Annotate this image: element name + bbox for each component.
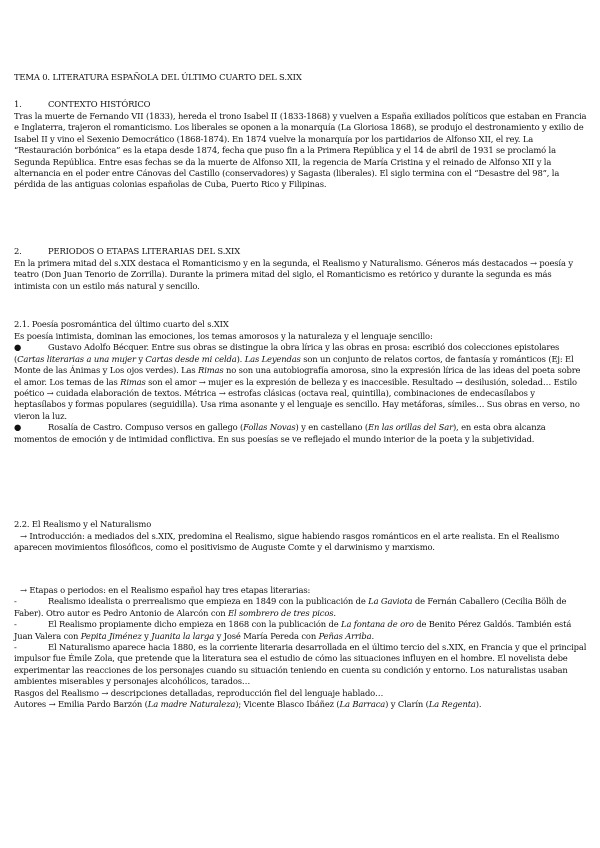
becquer-text: Gustavo Adolfo Bécquer. Entre sus obras se distingue la obra lírica y las obras en prosa: escribió dos colecciones epistolares ( [14, 342, 560, 364]
section-2-2-intro [14, 531, 588, 554]
becquer-text: no son una autobiografía amorosa, sino la expresión lírica de las ideas del poeta sobre el amor. Los temas de las [14, 365, 581, 387]
section-2-2-heading: 2.2. El Realismo y el Naturalismo [14, 519, 152, 529]
dash-marker: - [14, 642, 17, 653]
etapa-title: Juanita la larga [151, 630, 215, 641]
autores-line [14, 699, 588, 710]
etapas-text: → Etapas o periodos: en el Realismo español hay tres etapas literarias: [20, 585, 311, 595]
section-2-2-etapas [14, 585, 588, 710]
etapa-text: El Realismo propiamente dicho empieza en 1868 con la publicación de [48, 619, 342, 630]
becquer-item [14, 342, 588, 422]
etapa-text: Realismo idealista o prerrealismo que empieza en 1849 con la publicación de [48, 596, 369, 607]
castro-text: ) y en castellano ( [295, 422, 368, 433]
becquer-title: Rimas [120, 376, 146, 387]
etapa-text: . [333, 607, 336, 618]
becquer-text: son un conjunto de relatos cortos, de fantasía y románticos (Ej: El Monte de las Ánimas y Los ojos verdes). Las [14, 353, 574, 376]
section-1-body: Tras la muerte de Fernando VII (1833), hereda el trono Isabel II (1833-1868) y vuelven a España exiliados políticos que estaban en Francia e Inglaterra, trajeron el romanticismo. Los liberales se oponen a la monarquía (La Gloriosa 1868), se produjo el destronamiento y exilio de Isabel II y vino el Sexenio Democrático (1868-1874). En 1874 vuelve la monarquía por los partidarios de Alfonso XII, el rey. La “Restauración borbónica” es la etapa desde 1874, fecha que puso fin a la Primera República y el 14 de abril de 1931 se proclamó la Segunda República. Entre esas fechas se da la muerte de Alfonso XII, la regencia de María Cristina y el reinado de Alfonso XII y la alternancia en el poder entre Cánovas del Castillo (conservadores) y Sagasta (liberales). El siglo termina con el “Desastre del 98”, la pérdida de las antiguas colonias españolas de Cuba, Puerto Rico y Filipinas. [14, 111, 587, 190]
section-1-title: CONTEXTO HISTÓRICO [48, 99, 151, 109]
autores-text: ). [475, 699, 482, 710]
becquer-title: Cartas literarias a una mujer [17, 353, 136, 364]
becquer-text: son el amor → mujer es la expresión de belleza y es inaccesible. Resultado → desilusión, soledad… Estilo poético → cuidada elaboración de textos. Métrica → estrofas clásicas (octava real, quintilla), combinaciones de endecasílabos y heptasílabos y formas populares (seguidilla). Usa rima asonante y el lenguaje es sencillo. Hay metáforas, símiles… Sus obras en verso, no vieron la luz. [14, 376, 580, 421]
becquer-title: Cartas desde mi celda [145, 353, 237, 364]
etapa-text: y José María Pereda con [214, 630, 319, 641]
autores-title: La Barraca [339, 699, 386, 710]
becquer-title: Rimas [198, 365, 224, 376]
autores-title: La madre Naturaleza [147, 699, 236, 710]
section-2-1-intro: Es poesía intimista, dominan las emociones, los temas amorosos y la naturaleza y el lenguaje sencillo: [14, 331, 433, 341]
etapa-text: El Naturalismo aparece hacia 1880, es la corriente literaria desarrollada en el último tercio del s.XIX, en Francia y que el principal impulsor fue Émile Zola, que pretende que la literatura sea el estudio de cómo las situaciones influyen en el hombre. El novelista debe experimentar las reacciones de los personajes cuando su situación teniendo en cuenta su condición y entorno. Los naturalistas usaban ambientes miserables y personajes alcohólicos, tarados… [14, 642, 587, 687]
castro-text: ), en esta obra alcanza momentos de emoción y de intimidad conflictiva. En sus poesías se ve reflejado el mundo interior de la poeta y la subjetividad. [14, 422, 546, 444]
document-title: TEMA 0. LITERATURA ESPAÑOLA DEL ÚLTIMO CUARTO DEL S.XIX [14, 72, 302, 82]
etapa-title: Peñas Arriba [318, 630, 372, 641]
intro-text: → Introducción: a mediados del s.XIX, predomina el Realismo, sigue habiendo rasgos románticos en el arte realista. En el Realismo aparecen movimientos filosóficos, como el positivismo de Auguste Comte y el darwinismo y marxismo. [14, 531, 560, 553]
section-2-body: En la primera mitad del s.XIX destaca el Romanticismo y en la segunda, el Realismo y Naturalismo. Géneros más destacados → poesía y teatro (Don Juan Tenorio de Zorrilla). Durante la primera mitad del siglo, el Romanticismo es retórico y durante la segunda es más intimista con un estilo más natural y sencillo. [14, 258, 573, 291]
etapa-title: La fontana de oro [341, 619, 414, 630]
castro-text: Rosalía de Castro. Compuso versos en gallego ( [48, 422, 244, 433]
etapa-text: de Benito Pérez Galdós. También está Juan Valera con [14, 619, 572, 641]
becquer-text: y [135, 353, 146, 364]
etapa-text: de Fernán Caballero (Cecilia Bölh de Faber). Otro autor es Pedro Antonio de Alarcón con [14, 596, 567, 618]
becquer-title: Las Leyendas [244, 353, 301, 364]
becquer-text: ). [236, 353, 245, 364]
etapa-title: El sombrero de tres picos [228, 607, 334, 618]
etapa-1 [14, 596, 588, 619]
bullet-icon: ● [14, 422, 22, 433]
section-2-heading [14, 246, 588, 257]
etapa-title: La Gaviota [368, 596, 413, 607]
etapas-line [14, 585, 588, 596]
section-2-title: PERIODOS O ETAPAS LITERARIAS DEL S.XIX [48, 246, 241, 256]
castro-title: Follas Novas [243, 422, 296, 433]
dash-marker: - [14, 596, 17, 607]
section-2-1-heading: 2.1. Poesía posromántica del último cuarto del s.XIX [14, 319, 229, 329]
rasgos-line: Rasgos del Realismo → descripciones detalladas, reproducción fiel del lenguaje hablado… [14, 687, 384, 698]
section-2-1-content [14, 331, 588, 445]
autores-text: ); Vicente Blasco Ibáñez ( [235, 699, 340, 710]
autores-text: ) y Clarín ( [385, 699, 429, 710]
dash-marker: - [14, 619, 17, 630]
section-2-number: 2. [14, 246, 22, 256]
autores-text: Autores → Emilia Pardo Barzón ( [14, 699, 148, 710]
castro-item [14, 422, 588, 445]
autores-title: La Regenta [428, 699, 476, 710]
etapa-text: y [141, 630, 152, 641]
etapa-2 [14, 619, 588, 642]
etapa-text: . [371, 630, 374, 641]
castro-title: En las orillas del Sar [368, 422, 453, 433]
section-1-heading [14, 99, 588, 110]
section-1-number: 1. [14, 99, 22, 109]
etapa-3 [14, 642, 588, 688]
bullet-icon: ● [14, 342, 22, 353]
etapa-title: Pepita Jiménez [80, 630, 142, 641]
